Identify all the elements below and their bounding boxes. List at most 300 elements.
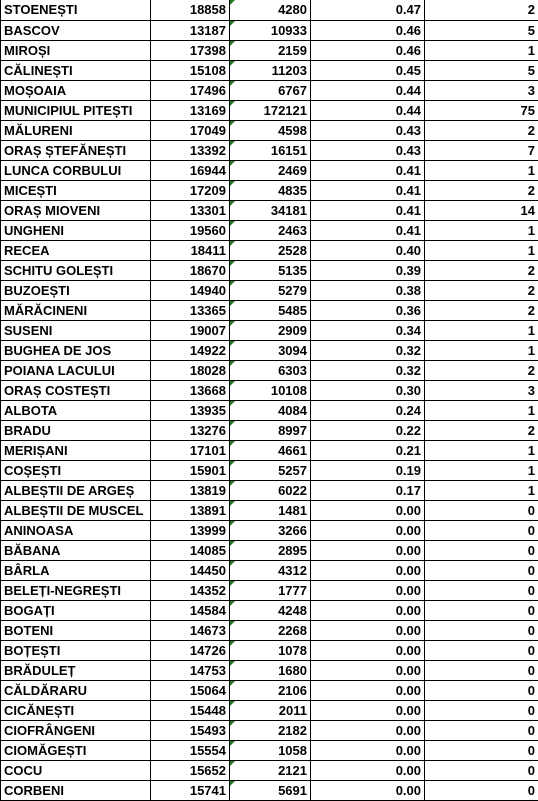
cell-code-value: 14352 bbox=[190, 583, 226, 598]
cell-code[interactable] bbox=[151, 360, 230, 380]
cell-ratio[interactable] bbox=[311, 380, 425, 400]
cell-locality[interactable] bbox=[1, 720, 151, 740]
cell-population[interactable] bbox=[230, 80, 311, 100]
table-row bbox=[1, 760, 538, 780]
cell-locality[interactable] bbox=[1, 380, 151, 400]
cell-population[interactable] bbox=[230, 560, 311, 580]
cell-locality[interactable] bbox=[1, 760, 151, 780]
cell-population[interactable] bbox=[230, 320, 311, 340]
cell-count[interactable] bbox=[425, 360, 538, 380]
cell-count[interactable] bbox=[425, 720, 538, 740]
cell-locality-value: ANINOASA bbox=[4, 523, 73, 538]
cell-ratio-value: 0.41 bbox=[396, 183, 421, 198]
cell-ratio[interactable] bbox=[311, 60, 425, 80]
cell-count[interactable] bbox=[425, 160, 538, 180]
cell-ratio-value: 0.00 bbox=[396, 543, 421, 558]
cell-population[interactable] bbox=[230, 460, 311, 480]
cell-count-value: 0 bbox=[528, 523, 535, 538]
cell-population[interactable] bbox=[230, 740, 311, 760]
number-stored-as-text-indicator-icon bbox=[230, 601, 235, 606]
cell-count[interactable] bbox=[425, 180, 538, 200]
cell-locality-value: ALBEȘTII DE MUSCEL bbox=[4, 503, 143, 518]
cell-ratio[interactable] bbox=[311, 180, 425, 200]
cell-ratio-value: 0.00 bbox=[396, 523, 421, 538]
cell-count[interactable] bbox=[425, 280, 538, 300]
cell-population[interactable] bbox=[230, 380, 311, 400]
cell-population-value: 2159 bbox=[278, 43, 307, 58]
cell-population[interactable] bbox=[230, 200, 311, 220]
cell-locality-value: COCU bbox=[4, 763, 42, 778]
cell-ratio[interactable] bbox=[311, 560, 425, 580]
cell-ratio[interactable] bbox=[311, 40, 425, 60]
table-row bbox=[1, 180, 538, 200]
cell-population-value: 2469 bbox=[278, 163, 307, 178]
cell-count[interactable] bbox=[425, 20, 538, 40]
cell-locality[interactable] bbox=[1, 480, 151, 500]
cell-code[interactable] bbox=[151, 440, 230, 460]
cell-count[interactable] bbox=[425, 440, 538, 460]
cell-count[interactable] bbox=[425, 200, 538, 220]
cell-code[interactable] bbox=[151, 560, 230, 580]
number-stored-as-text-indicator-icon bbox=[230, 641, 235, 646]
table-row bbox=[1, 40, 538, 60]
cell-count[interactable] bbox=[425, 60, 538, 80]
cell-code[interactable] bbox=[151, 300, 230, 320]
cell-code[interactable] bbox=[151, 720, 230, 740]
cell-code[interactable] bbox=[151, 420, 230, 440]
cell-population[interactable] bbox=[230, 540, 311, 560]
cell-locality-value: BOGAȚI bbox=[4, 603, 55, 618]
number-stored-as-text-indicator-icon bbox=[230, 501, 235, 506]
number-stored-as-text-indicator-icon bbox=[230, 381, 235, 386]
cell-locality[interactable] bbox=[1, 240, 151, 260]
cell-population-value: 2011 bbox=[279, 703, 307, 718]
cell-code[interactable] bbox=[151, 200, 230, 220]
cell-ratio[interactable] bbox=[311, 420, 425, 440]
cell-count-value: 0 bbox=[528, 563, 535, 578]
table-row bbox=[1, 780, 538, 800]
cell-code[interactable] bbox=[151, 660, 230, 680]
cell-count[interactable] bbox=[425, 240, 538, 260]
cell-code[interactable] bbox=[151, 780, 230, 800]
cell-locality[interactable] bbox=[1, 780, 151, 800]
cell-population[interactable] bbox=[230, 140, 311, 160]
cell-locality[interactable] bbox=[1, 660, 151, 680]
cell-locality[interactable] bbox=[1, 360, 151, 380]
cell-locality-value: CIOFRÂNGENI bbox=[4, 723, 95, 738]
cell-population[interactable] bbox=[230, 300, 311, 320]
cell-count[interactable] bbox=[425, 520, 538, 540]
cell-ratio[interactable] bbox=[311, 500, 425, 520]
cell-locality[interactable] bbox=[1, 260, 151, 280]
number-stored-as-text-indicator-icon bbox=[230, 761, 235, 766]
cell-ratio-value: 0.44 bbox=[396, 103, 421, 118]
cell-count[interactable] bbox=[425, 680, 538, 700]
cell-ratio-value: 0.19 bbox=[396, 463, 421, 478]
cell-locality[interactable] bbox=[1, 20, 151, 40]
cell-count[interactable] bbox=[425, 700, 538, 720]
cell-locality[interactable] bbox=[1, 180, 151, 200]
cell-locality[interactable] bbox=[1, 320, 151, 340]
cell-ratio[interactable] bbox=[311, 280, 425, 300]
cell-ratio[interactable] bbox=[311, 720, 425, 740]
cell-count[interactable] bbox=[425, 660, 538, 680]
cell-population[interactable] bbox=[230, 400, 311, 420]
cell-locality-value: RECEA bbox=[4, 243, 50, 258]
cell-ratio[interactable] bbox=[311, 320, 425, 340]
cell-locality[interactable] bbox=[1, 280, 151, 300]
cell-count[interactable] bbox=[425, 140, 538, 160]
cell-ratio[interactable] bbox=[311, 680, 425, 700]
cell-code[interactable] bbox=[151, 740, 230, 760]
cell-ratio[interactable] bbox=[311, 260, 425, 280]
cell-ratio[interactable] bbox=[311, 640, 425, 660]
number-stored-as-text-indicator-icon bbox=[230, 141, 235, 146]
cell-code-value: 17101 bbox=[190, 443, 226, 458]
cell-count[interactable] bbox=[425, 100, 538, 120]
cell-locality-value: ORAȘ MIOVENI bbox=[4, 203, 100, 218]
number-stored-as-text-indicator-icon bbox=[230, 481, 235, 486]
cell-ratio[interactable] bbox=[311, 460, 425, 480]
cell-code-value: 18858 bbox=[190, 2, 226, 17]
cell-locality[interactable] bbox=[1, 400, 151, 420]
cell-count[interactable] bbox=[425, 540, 538, 560]
cell-locality-value: BÂRLA bbox=[4, 563, 50, 578]
cell-population-value: 8997 bbox=[278, 423, 307, 438]
cell-ratio-value: 0.32 bbox=[396, 363, 421, 378]
cell-population[interactable] bbox=[230, 280, 311, 300]
cell-locality[interactable] bbox=[1, 220, 151, 240]
cell-locality-value: ORAȘ COSTEȘTI bbox=[4, 383, 110, 398]
cell-code[interactable] bbox=[151, 220, 230, 240]
cell-code[interactable] bbox=[151, 680, 230, 700]
cell-count[interactable] bbox=[425, 740, 538, 760]
number-stored-as-text-indicator-icon bbox=[230, 281, 235, 286]
cell-ratio[interactable] bbox=[311, 480, 425, 500]
cell-locality[interactable] bbox=[1, 200, 151, 220]
cell-count[interactable] bbox=[425, 580, 538, 600]
cell-code-value: 13999 bbox=[190, 523, 226, 538]
cell-code-value: 17398 bbox=[190, 43, 226, 58]
cell-population[interactable] bbox=[230, 680, 311, 700]
cell-population[interactable] bbox=[230, 360, 311, 380]
table-row bbox=[1, 620, 538, 640]
cell-locality[interactable] bbox=[1, 100, 151, 120]
cell-locality[interactable] bbox=[1, 120, 151, 140]
cell-ratio[interactable] bbox=[311, 780, 425, 800]
cell-ratio-value: 0.00 bbox=[396, 723, 421, 738]
cell-ratio[interactable] bbox=[311, 760, 425, 780]
cell-population[interactable] bbox=[230, 700, 311, 720]
cell-code[interactable] bbox=[151, 0, 230, 20]
cell-code-value: 14753 bbox=[190, 663, 226, 678]
cell-code[interactable] bbox=[151, 540, 230, 560]
cell-locality[interactable] bbox=[1, 540, 151, 560]
cell-count[interactable] bbox=[425, 380, 538, 400]
cell-code[interactable] bbox=[151, 340, 230, 360]
cell-code[interactable] bbox=[151, 580, 230, 600]
cell-ratio[interactable] bbox=[311, 360, 425, 380]
cell-ratio[interactable] bbox=[311, 80, 425, 100]
cell-ratio[interactable] bbox=[311, 520, 425, 540]
cell-population[interactable] bbox=[230, 580, 311, 600]
cell-ratio-value: 0.43 bbox=[396, 143, 421, 158]
cell-code[interactable] bbox=[151, 240, 230, 260]
cell-locality[interactable] bbox=[1, 580, 151, 600]
cell-population[interactable] bbox=[230, 440, 311, 460]
cell-population-value: 1680 bbox=[278, 663, 307, 678]
cell-ratio[interactable] bbox=[311, 300, 425, 320]
cell-code[interactable] bbox=[151, 380, 230, 400]
cell-ratio-value: 0.00 bbox=[396, 623, 421, 638]
cell-population-value: 10108 bbox=[271, 383, 307, 398]
cell-count-value: 0 bbox=[528, 723, 535, 738]
cell-code[interactable] bbox=[151, 760, 230, 780]
cell-code-value: 13819 bbox=[190, 483, 226, 498]
cell-locality[interactable] bbox=[1, 500, 151, 520]
cell-code[interactable] bbox=[151, 180, 230, 200]
cell-code[interactable] bbox=[151, 160, 230, 180]
cell-count[interactable] bbox=[425, 780, 538, 800]
cell-population[interactable] bbox=[230, 760, 311, 780]
cell-locality[interactable] bbox=[1, 560, 151, 580]
number-stored-as-text-indicator-icon bbox=[230, 181, 235, 186]
cell-count[interactable] bbox=[425, 0, 538, 20]
cell-population-value: 3094 bbox=[278, 343, 307, 358]
cell-ratio[interactable] bbox=[311, 140, 425, 160]
cell-population-value: 4661 bbox=[278, 443, 307, 458]
cell-locality[interactable] bbox=[1, 680, 151, 700]
cell-population[interactable] bbox=[230, 780, 311, 800]
cell-locality[interactable] bbox=[1, 640, 151, 660]
cell-count[interactable] bbox=[425, 220, 538, 240]
cell-code[interactable] bbox=[151, 520, 230, 540]
cell-count[interactable] bbox=[425, 640, 538, 660]
number-stored-as-text-indicator-icon bbox=[230, 521, 235, 526]
number-stored-as-text-indicator-icon bbox=[230, 241, 235, 246]
cell-population-value: 2895 bbox=[278, 543, 307, 558]
cell-code[interactable] bbox=[151, 480, 230, 500]
cell-code[interactable] bbox=[151, 640, 230, 660]
cell-population[interactable] bbox=[230, 480, 311, 500]
cell-code-value: 13891 bbox=[190, 503, 226, 518]
cell-population[interactable] bbox=[230, 160, 311, 180]
number-stored-as-text-indicator-icon bbox=[230, 741, 235, 746]
cell-count[interactable] bbox=[425, 600, 538, 620]
cell-ratio[interactable] bbox=[311, 120, 425, 140]
cell-ratio[interactable] bbox=[311, 400, 425, 420]
cell-code-value: 17049 bbox=[190, 123, 226, 138]
cell-population[interactable] bbox=[230, 660, 311, 680]
cell-ratio[interactable] bbox=[311, 620, 425, 640]
cell-population-value: 6022 bbox=[278, 483, 307, 498]
cell-count[interactable] bbox=[425, 80, 538, 100]
cell-ratio[interactable] bbox=[311, 100, 425, 120]
cell-ratio[interactable] bbox=[311, 540, 425, 560]
cell-population[interactable] bbox=[230, 20, 311, 40]
cell-count[interactable] bbox=[425, 300, 538, 320]
cell-code[interactable] bbox=[151, 40, 230, 60]
number-stored-as-text-indicator-icon bbox=[230, 261, 235, 266]
cell-ratio-value: 0.32 bbox=[396, 343, 421, 358]
cell-count[interactable] bbox=[425, 420, 538, 440]
cell-count[interactable] bbox=[425, 500, 538, 520]
cell-population[interactable] bbox=[230, 260, 311, 280]
cell-code-value: 14085 bbox=[190, 543, 226, 558]
cell-locality[interactable] bbox=[1, 600, 151, 620]
cell-population[interactable] bbox=[230, 620, 311, 640]
cell-locality[interactable] bbox=[1, 0, 151, 20]
number-stored-as-text-indicator-icon bbox=[230, 121, 235, 126]
cell-ratio[interactable] bbox=[311, 220, 425, 240]
cell-code[interactable] bbox=[151, 120, 230, 140]
cell-locality[interactable] bbox=[1, 80, 151, 100]
cell-ratio-value: 0.00 bbox=[396, 643, 421, 658]
cell-ratio[interactable] bbox=[311, 660, 425, 680]
cell-ratio[interactable] bbox=[311, 340, 425, 360]
cell-count[interactable] bbox=[425, 40, 538, 60]
cell-count[interactable] bbox=[425, 560, 538, 580]
cell-ratio[interactable] bbox=[311, 200, 425, 220]
cell-population-value: 1078 bbox=[278, 643, 307, 658]
cell-count-value: 14 bbox=[521, 203, 535, 218]
cell-count[interactable] bbox=[425, 620, 538, 640]
table-row bbox=[1, 560, 538, 580]
cell-code[interactable] bbox=[151, 460, 230, 480]
cell-count[interactable] bbox=[425, 480, 538, 500]
cell-ratio[interactable] bbox=[311, 580, 425, 600]
cell-code[interactable] bbox=[151, 280, 230, 300]
cell-locality[interactable] bbox=[1, 520, 151, 540]
table-row bbox=[1, 460, 538, 480]
cell-population[interactable] bbox=[230, 120, 311, 140]
cell-population[interactable] bbox=[230, 180, 311, 200]
cell-locality-value: CORBENI bbox=[4, 783, 64, 798]
cell-population[interactable] bbox=[230, 240, 311, 260]
cell-code-value: 18028 bbox=[190, 363, 226, 378]
cell-code[interactable] bbox=[151, 620, 230, 640]
cell-code[interactable] bbox=[151, 320, 230, 340]
cell-ratio[interactable] bbox=[311, 700, 425, 720]
cell-population[interactable] bbox=[230, 0, 311, 20]
cell-code[interactable] bbox=[151, 700, 230, 720]
cell-population-value: 2121 bbox=[278, 763, 307, 778]
cell-locality[interactable] bbox=[1, 440, 151, 460]
cell-code[interactable] bbox=[151, 140, 230, 160]
cell-ratio-value: 0.00 bbox=[396, 563, 421, 578]
table-row bbox=[1, 320, 538, 340]
cell-count[interactable] bbox=[425, 260, 538, 280]
number-stored-as-text-indicator-icon bbox=[230, 621, 235, 626]
cell-locality[interactable] bbox=[1, 700, 151, 720]
cell-count[interactable] bbox=[425, 760, 538, 780]
cell-ratio-value: 0.34 bbox=[396, 323, 421, 338]
cell-code-value: 15108 bbox=[190, 63, 226, 78]
cell-count[interactable] bbox=[425, 340, 538, 360]
cell-population[interactable] bbox=[230, 340, 311, 360]
cell-code[interactable] bbox=[151, 400, 230, 420]
cell-locality[interactable] bbox=[1, 620, 151, 640]
cell-population[interactable] bbox=[230, 100, 311, 120]
cell-population[interactable] bbox=[230, 640, 311, 660]
cell-locality-value: CIOMĂGEȘTI bbox=[4, 743, 86, 758]
cell-locality[interactable] bbox=[1, 340, 151, 360]
cell-ratio[interactable] bbox=[311, 600, 425, 620]
cell-locality[interactable] bbox=[1, 140, 151, 160]
cell-count[interactable] bbox=[425, 400, 538, 420]
cell-locality[interactable] bbox=[1, 740, 151, 760]
cell-ratio-value: 0.41 bbox=[396, 163, 421, 178]
cell-population-value: 1481 bbox=[278, 503, 307, 518]
cell-population[interactable] bbox=[230, 500, 311, 520]
cell-locality-value: CĂLDĂRARU bbox=[4, 683, 87, 698]
cell-ratio-value: 0.41 bbox=[396, 203, 421, 218]
cell-count-value: 1 bbox=[528, 163, 535, 178]
cell-population[interactable] bbox=[230, 720, 311, 740]
cell-code[interactable] bbox=[151, 600, 230, 620]
cell-population[interactable] bbox=[230, 60, 311, 80]
cell-code-value: 15064 bbox=[190, 683, 226, 698]
cell-ratio-value: 0.22 bbox=[396, 423, 421, 438]
cell-locality[interactable] bbox=[1, 460, 151, 480]
cell-locality[interactable] bbox=[1, 300, 151, 320]
cell-ratio-value: 0.00 bbox=[396, 703, 421, 718]
cell-locality[interactable] bbox=[1, 60, 151, 80]
cell-count-value: 2 bbox=[528, 2, 535, 17]
cell-code[interactable] bbox=[151, 100, 230, 120]
cell-locality[interactable] bbox=[1, 420, 151, 440]
cell-code[interactable] bbox=[151, 60, 230, 80]
cell-count-value: 2 bbox=[528, 123, 535, 138]
cell-count-value: 1 bbox=[528, 323, 535, 338]
cell-code[interactable] bbox=[151, 260, 230, 280]
cell-population[interactable] bbox=[230, 600, 311, 620]
cell-count[interactable] bbox=[425, 460, 538, 480]
number-stored-as-text-indicator-icon bbox=[230, 341, 235, 346]
cell-population-value: 2463 bbox=[278, 223, 307, 238]
cell-population[interactable] bbox=[230, 40, 311, 60]
cell-code-value: 13392 bbox=[190, 143, 226, 158]
cell-ratio[interactable] bbox=[311, 240, 425, 260]
cell-code-value: 15741 bbox=[190, 783, 226, 798]
cell-population[interactable] bbox=[230, 220, 311, 240]
cell-count-value: 2 bbox=[528, 183, 535, 198]
cell-ratio[interactable] bbox=[311, 160, 425, 180]
table-row bbox=[1, 0, 538, 20]
cell-population[interactable] bbox=[230, 520, 311, 540]
table-row bbox=[1, 500, 538, 520]
cell-code[interactable] bbox=[151, 20, 230, 40]
cell-code[interactable] bbox=[151, 500, 230, 520]
cell-population-value: 11203 bbox=[272, 63, 307, 78]
cell-locality-value: STOENEȘTI bbox=[4, 2, 77, 17]
cell-population-value: 4312 bbox=[278, 563, 307, 578]
cell-count-value: 7 bbox=[528, 143, 535, 158]
cell-count[interactable] bbox=[425, 320, 538, 340]
cell-locality[interactable] bbox=[1, 40, 151, 60]
cell-ratio[interactable] bbox=[311, 20, 425, 40]
cell-ratio[interactable] bbox=[311, 740, 425, 760]
cell-code[interactable] bbox=[151, 80, 230, 100]
cell-population[interactable] bbox=[230, 420, 311, 440]
cell-ratio[interactable] bbox=[311, 440, 425, 460]
cell-locality[interactable] bbox=[1, 160, 151, 180]
cell-ratio[interactable] bbox=[311, 0, 425, 20]
cell-ratio-value: 0.47 bbox=[396, 2, 421, 17]
number-stored-as-text-indicator-icon bbox=[230, 701, 235, 706]
cell-locality-value: BELEȚI-NEGREȘTI bbox=[4, 583, 121, 598]
cell-count[interactable] bbox=[425, 120, 538, 140]
